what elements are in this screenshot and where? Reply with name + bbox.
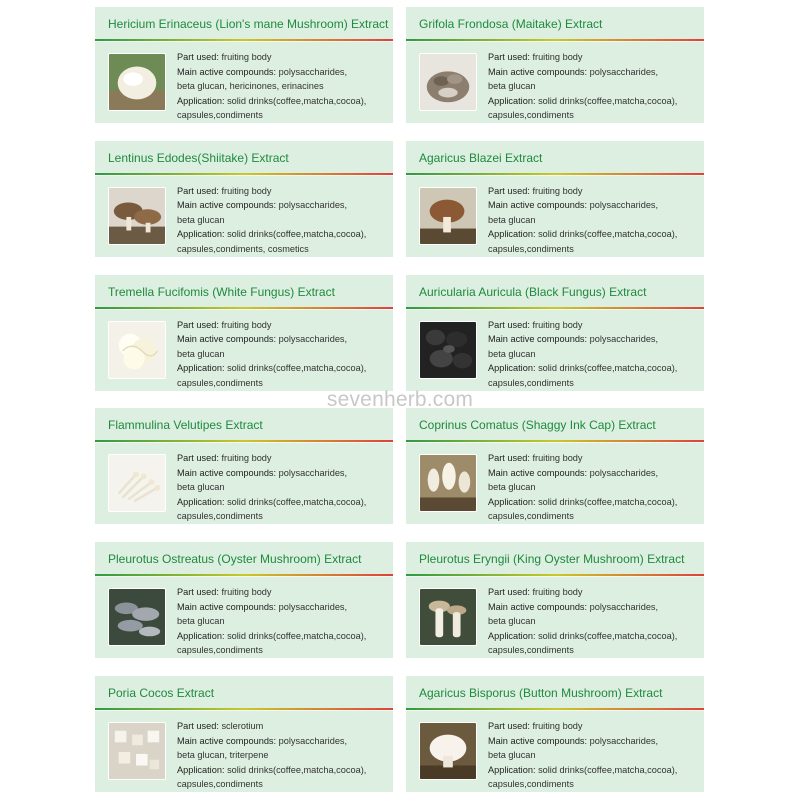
part-label: Part used:: [177, 721, 219, 731]
application-label: Application:: [488, 363, 536, 374]
extract-card: [406, 7, 704, 123]
part-label: Part used:: [488, 185, 530, 196]
part-value: fruiting body: [221, 453, 272, 464]
part-value: fruiting body: [532, 587, 583, 598]
extract-title: Grifola Frondosa (Maitake) Extract: [419, 17, 603, 31]
compounds-label: Main active compounds:: [488, 334, 588, 345]
application-label: Application:: [488, 496, 536, 507]
compounds-label: Main active compounds:: [177, 334, 277, 345]
application-label: Application:: [488, 630, 536, 641]
application-value-cont: capsules,condiments: [177, 645, 263, 656]
application-label: Application:: [177, 630, 225, 641]
title-divider: [95, 39, 393, 41]
part-label: Part used:: [177, 453, 219, 464]
poria-cocos-image: [108, 722, 166, 780]
maitake-mushroom-image: [419, 53, 477, 111]
black-fungus-image: [419, 321, 477, 379]
application-label: Application:: [488, 229, 536, 240]
compounds-value: polysaccharides,: [589, 467, 659, 478]
extract-title: Agaricus Bisporus (Button Mushroom) Extract: [419, 686, 663, 700]
part-value: fruiting body: [221, 185, 272, 196]
part-label: Part used:: [177, 319, 219, 330]
lions-mane-mushroom-image: [108, 53, 166, 111]
part-value: fruiting body: [532, 185, 583, 196]
application-value-cont: capsules,condiments: [177, 110, 263, 120]
application-value-cont: capsules,condiments: [177, 511, 263, 522]
title-divider: [95, 173, 393, 175]
title-divider: [406, 173, 704, 175]
part-value: fruiting body: [221, 587, 272, 598]
application-value: solid drinks(coffee,matcha,cocoa),: [227, 764, 367, 775]
extract-title: Hericium Erinaceus (Lion's mane Mushroom) Extract: [108, 17, 389, 31]
application-value: solid drinks(coffee,matcha,cocoa),: [227, 95, 367, 106]
part-value: fruiting body: [532, 52, 583, 62]
part-label: Part used:: [488, 721, 530, 731]
application-value: solid drinks(coffee,matcha,cocoa),: [227, 229, 367, 240]
agaricus-blazei-image: [419, 187, 477, 245]
compounds-value: polysaccharides,: [278, 66, 348, 77]
compounds-value: polysaccharides,: [589, 735, 659, 746]
extract-info: [488, 318, 700, 391]
extract-info: [177, 585, 389, 658]
shaggy-ink-cap-image: [419, 454, 477, 512]
compounds-value: polysaccharides,: [589, 601, 659, 612]
extract-info: [488, 585, 700, 658]
application-value-cont: capsules,condiments: [488, 511, 574, 522]
extract-card: [95, 408, 393, 524]
extract-card: [406, 275, 704, 391]
compounds-value-cont: beta glucan: [488, 750, 536, 760]
compounds-value-cont: beta glucan: [177, 482, 225, 493]
extract-info: [177, 318, 389, 391]
compounds-value: polysaccharides,: [278, 467, 348, 478]
compounds-value: polysaccharides,: [278, 735, 348, 746]
application-value: solid drinks(coffee,matcha,cocoa),: [538, 764, 678, 775]
extract-info: [488, 184, 700, 257]
extract-card: [95, 542, 393, 658]
compounds-label: Main active compounds:: [177, 735, 277, 746]
part-label: Part used:: [488, 587, 530, 598]
enoki-mushroom-image: [108, 454, 166, 512]
compounds-value-cont: beta glucan: [488, 348, 536, 359]
extract-title: Flammulina Velutipes Extract: [108, 418, 263, 433]
application-value: solid drinks(coffee,matcha,cocoa),: [538, 363, 678, 374]
oyster-mushroom-image: [108, 588, 166, 646]
application-value-cont: capsules,condiments: [488, 377, 574, 388]
compounds-value: polysaccharides,: [278, 601, 348, 612]
extract-title: Coprinus Comatus (Shaggy Ink Cap) Extract: [419, 418, 656, 433]
application-label: Application:: [177, 95, 225, 106]
shiitake-mushroom-image: [108, 187, 166, 245]
compounds-label: Main active compounds:: [488, 467, 588, 478]
extract-title: Agaricus Blazei Extract: [419, 150, 543, 165]
application-label: Application:: [177, 764, 225, 775]
part-label: Part used:: [177, 587, 219, 598]
application-value-cont: capsules,condiments: [488, 779, 574, 789]
extract-card: [406, 676, 704, 792]
part-label: Part used:: [177, 185, 219, 196]
application-value: solid drinks(coffee,matcha,cocoa),: [227, 630, 367, 641]
compounds-value: polysaccharides,: [589, 334, 659, 345]
extract-info: [488, 451, 700, 524]
compounds-value-cont: beta glucan: [177, 616, 225, 627]
compounds-value-cont: beta glucan: [177, 214, 225, 225]
application-value-cont: capsules,condiments: [177, 779, 263, 789]
extract-title: Auricularia Auricula (Black Fungus) Extract: [419, 284, 647, 299]
title-divider: [406, 708, 704, 710]
compounds-value-cont: beta glucan, triterpene: [177, 750, 269, 760]
application-label: Application:: [177, 363, 225, 374]
compounds-value: polysaccharides,: [278, 200, 348, 211]
white-fungus-image: [108, 321, 166, 379]
extract-info: [177, 184, 389, 257]
extract-title: Lentinus Edodes(Shiitake) Extract: [108, 150, 289, 165]
extract-info: [177, 451, 389, 524]
compounds-label: Main active compounds:: [488, 66, 588, 77]
extract-card: [95, 275, 393, 391]
application-value: solid drinks(coffee,matcha,cocoa),: [227, 363, 367, 374]
part-value: fruiting body: [532, 453, 583, 464]
application-value: solid drinks(coffee,matcha,cocoa),: [538, 630, 678, 641]
compounds-label: Main active compounds:: [177, 200, 277, 211]
compounds-value-cont: beta glucan: [488, 214, 536, 225]
title-divider: [95, 307, 393, 309]
part-label: Part used:: [488, 319, 530, 330]
part-value: fruiting body: [532, 721, 583, 731]
king-oyster-mushroom-image: [419, 588, 477, 646]
title-divider: [406, 440, 704, 442]
compounds-value: polysaccharides,: [589, 200, 659, 211]
compounds-value-cont: beta glucan, hericinones, erinacines: [177, 81, 324, 91]
application-label: Application:: [488, 95, 536, 106]
title-divider: [95, 440, 393, 442]
application-value: solid drinks(coffee,matcha,cocoa),: [227, 496, 367, 507]
extract-card: [406, 141, 704, 257]
watermark: sevenherb.com: [326, 388, 474, 411]
extract-info: [177, 719, 389, 792]
extract-title: Pleurotus Eryngii (King Oyster Mushroom) Extract: [419, 552, 685, 567]
compounds-label: Main active compounds:: [177, 601, 277, 612]
extract-info: [488, 50, 700, 123]
application-value-cont: capsules,condiments: [177, 377, 263, 388]
compounds-value-cont: beta glucan: [177, 348, 225, 359]
extract-title: Tremella Fucifomis (White Fungus) Extract: [108, 284, 335, 299]
application-value: solid drinks(coffee,matcha,cocoa),: [538, 229, 678, 240]
application-label: Application:: [488, 764, 536, 775]
title-divider: [406, 39, 704, 41]
compounds-value-cont: beta glucan: [488, 81, 536, 91]
compounds-label: Main active compounds:: [488, 735, 588, 746]
extract-info: [177, 50, 389, 123]
compounds-value: polysaccharides,: [278, 334, 348, 345]
button-mushroom-image: [419, 722, 477, 780]
part-value: fruiting body: [221, 319, 272, 330]
extract-card: [95, 7, 393, 123]
application-value-cont: capsules,condiments, cosmetics: [177, 243, 309, 254]
application-label: Application:: [177, 229, 225, 240]
extract-card: [406, 408, 704, 524]
extract-card: [95, 676, 393, 792]
title-divider: [406, 307, 704, 309]
extract-title: Pleurotus Ostreatus (Oyster Mushroom) Extract: [108, 552, 362, 567]
extract-card: [95, 141, 393, 257]
extract-info: [488, 719, 700, 792]
part-value: fruiting body: [221, 52, 272, 62]
part-value: sclerotium: [221, 721, 264, 731]
application-value: solid drinks(coffee,matcha,cocoa),: [538, 95, 678, 106]
part-label: Part used:: [488, 453, 530, 464]
title-divider: [95, 708, 393, 710]
part-value: fruiting body: [532, 319, 583, 330]
compounds-label: Main active compounds:: [488, 200, 588, 211]
part-label: Part used:: [488, 52, 530, 62]
compounds-value-cont: beta glucan: [488, 616, 536, 627]
extract-title: Poria Cocos Extract: [108, 686, 215, 700]
extract-card: [406, 542, 704, 658]
application-value-cont: capsules,condiments: [488, 243, 574, 254]
application-value-cont: capsules,condiments: [488, 110, 574, 120]
title-divider: [95, 574, 393, 576]
compounds-value: polysaccharides,: [589, 66, 659, 77]
application-value: solid drinks(coffee,matcha,cocoa),: [538, 496, 678, 507]
compounds-label: Main active compounds:: [177, 467, 277, 478]
title-divider: [406, 574, 704, 576]
application-value-cont: capsules,condiments: [488, 645, 574, 656]
compounds-label: Main active compounds:: [177, 66, 277, 77]
compounds-value-cont: beta glucan: [488, 482, 536, 493]
application-label: Application:: [177, 496, 225, 507]
compounds-label: Main active compounds:: [488, 601, 588, 612]
part-label: Part used:: [177, 52, 219, 62]
